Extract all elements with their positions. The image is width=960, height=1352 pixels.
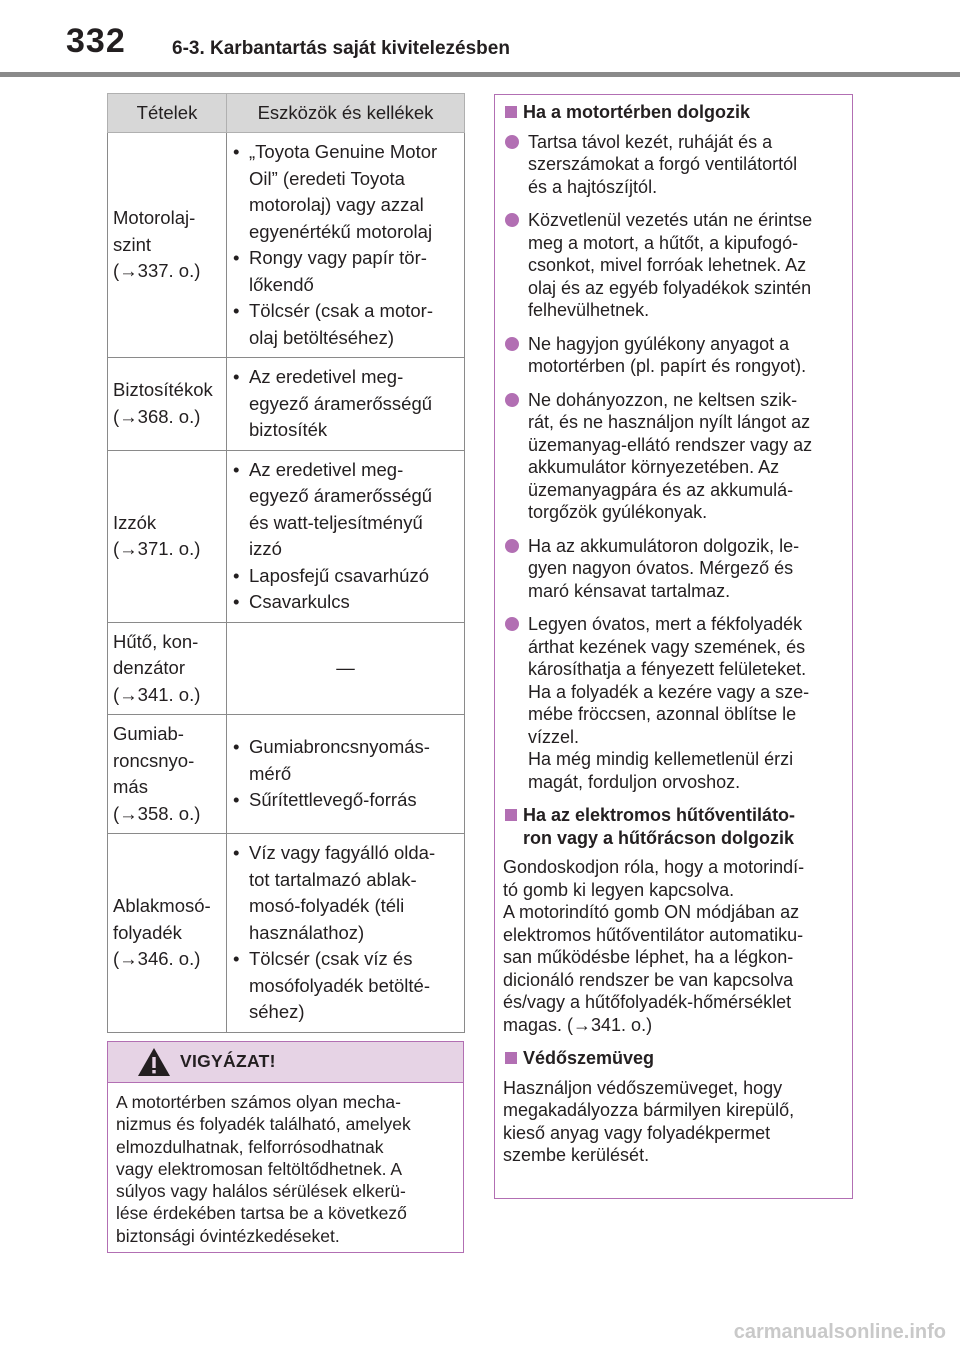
caution-box bbox=[107, 1041, 464, 1253]
item-line: (→371. o.) bbox=[113, 538, 201, 559]
tool-line: • Csavarkulcs bbox=[249, 591, 350, 612]
item-line: Motorolaj- bbox=[113, 207, 196, 229]
tool-line: használathoz) bbox=[249, 921, 365, 943]
tool-item bbox=[233, 245, 458, 298]
safety-notes-box bbox=[494, 94, 853, 1199]
bullet-line: motortérben (pl. papírt és rongyot). bbox=[528, 356, 807, 376]
table-header-row bbox=[108, 94, 465, 133]
item-cell bbox=[108, 622, 227, 715]
circle-bullet-icon bbox=[505, 337, 519, 351]
tools-list bbox=[233, 364, 458, 444]
item-line: (→341. o.) bbox=[113, 683, 201, 705]
tool-line: • Az eredetivel meg- bbox=[249, 458, 404, 480]
tool-line: • Víz vagy fagyálló olda- bbox=[249, 842, 436, 863]
item-line: Biztosítékok bbox=[113, 379, 213, 401]
item-line: (→337. o.) bbox=[113, 260, 201, 282]
bullet-line: Ha az akkumulátoron dolgozik, le- bbox=[528, 535, 800, 556]
table-row bbox=[108, 622, 465, 715]
item-line: Izzók bbox=[113, 511, 157, 533]
heading-line: Ha a motortérben dolgozik bbox=[523, 102, 751, 122]
table-row bbox=[108, 358, 465, 451]
circle-bullet-icon bbox=[505, 617, 519, 631]
tools-table bbox=[107, 93, 465, 1033]
bullet-line: szerszámokat a forgó ventilátortól bbox=[528, 154, 798, 174]
square-bullet-icon bbox=[505, 1052, 517, 1064]
section-heading bbox=[503, 1047, 844, 1070]
bullet-line: üzemanyagpára és az akkumulá- bbox=[528, 479, 794, 500]
tools-list bbox=[233, 139, 458, 351]
item-line: (→346. o.) bbox=[113, 948, 201, 969]
section-heading bbox=[503, 101, 844, 124]
item-cell bbox=[108, 358, 227, 451]
safety-bullet bbox=[503, 209, 844, 322]
circle-bullet-icon bbox=[505, 213, 519, 227]
tool-line: • Sűrítettlevegő-forrás bbox=[249, 789, 417, 811]
table-row bbox=[108, 133, 465, 358]
caution-line: elmozdulhatnak, felforrósodhatnak bbox=[116, 1136, 384, 1157]
item-line: denzátor bbox=[113, 657, 185, 678]
paragraph-line: és/vagy a hűtőfolyadék-hőmérséklet bbox=[503, 992, 792, 1012]
tool-line: és watt-teljesítményű bbox=[249, 511, 423, 533]
safety-bullet bbox=[503, 333, 844, 378]
bullet-line: károsíthatja a fényezett felületeket. bbox=[528, 659, 807, 679]
item-line: Ablakmosó- bbox=[113, 895, 211, 916]
table-row bbox=[108, 834, 465, 1033]
tools-cell bbox=[227, 133, 465, 358]
bullet-line: olaj és az egyéb folyadékok szintén bbox=[528, 277, 812, 298]
tool-line: Oil” (eredeti Toyota bbox=[249, 167, 405, 189]
tool-item bbox=[233, 946, 458, 1026]
tools-cell bbox=[227, 834, 465, 1033]
paragraph-line: Gondoskodjon róla, hogy a motorindí- bbox=[503, 857, 805, 877]
square-bullet-icon bbox=[505, 809, 517, 821]
tool-item bbox=[233, 563, 458, 590]
bullet-line: Tartsa távol kezét, ruháját és a bbox=[528, 131, 773, 152]
tool-line: egyenértékű motorolaj bbox=[249, 220, 433, 242]
item-line: Gumiab- bbox=[113, 723, 184, 744]
item-cell bbox=[108, 450, 227, 622]
item-line: Hűtő, kon- bbox=[113, 630, 199, 652]
tool-line: • Gumiabroncsnyomás- bbox=[249, 736, 430, 758]
bullet-line: csonkot, mivel forróak lehetnek. Az bbox=[528, 255, 807, 275]
paragraph-line: Használjon védőszemüveget, hogy bbox=[503, 1077, 783, 1098]
empty-dash: — bbox=[336, 657, 355, 678]
bullet-line: felhevülhetnek. bbox=[528, 300, 650, 320]
paragraph-line: elektromos hűtőventilátor automatiku- bbox=[503, 924, 804, 945]
tools-cell bbox=[227, 622, 465, 715]
item-cell bbox=[108, 133, 227, 358]
tool-item bbox=[233, 457, 458, 563]
bullet-line: Legyen óvatos, mert a fékfolyadék bbox=[528, 614, 803, 634]
tools-cell bbox=[227, 358, 465, 451]
heading-line: Ha az elektromos hűtőventiláto- bbox=[523, 805, 796, 825]
tool-line: mosó-folyadék (téli bbox=[249, 895, 405, 916]
item-line: roncsnyo- bbox=[113, 749, 195, 771]
tool-item bbox=[233, 589, 458, 616]
bullet-line: magát, forduljon orvoshoz. bbox=[528, 771, 741, 792]
tool-line: • Laposfejű csavarhúzó bbox=[249, 564, 429, 586]
item-line: (→358. o.) bbox=[113, 802, 201, 824]
tool-line: mérő bbox=[249, 762, 292, 784]
paragraph-line: kieső anyag vagy folyadékpermet bbox=[503, 1122, 771, 1143]
bullet-line: Ne hagyjon gyúlékony anyagot a bbox=[528, 333, 790, 354]
circle-bullet-icon bbox=[505, 539, 519, 553]
bullet-line: mébe fröccsen, azonnal öblítse le bbox=[528, 704, 797, 724]
safety-bullet bbox=[503, 535, 844, 603]
caution-line: lése érdekében tartsa be a következő bbox=[116, 1203, 407, 1224]
watermark: carmanualsonline.info bbox=[733, 1321, 946, 1343]
tool-item bbox=[233, 787, 458, 814]
tool-line: lőkendő bbox=[249, 273, 314, 295]
tool-line: tot tartalmazó ablak- bbox=[249, 868, 417, 890]
tool-line: • Az eredetivel meg- bbox=[249, 366, 404, 387]
item-line: folyadék bbox=[113, 921, 182, 943]
tool-line: egyező áramerősségű bbox=[249, 392, 433, 414]
bullet-line: rát, és ne használjon nyílt lángot az bbox=[528, 412, 811, 432]
paragraph-line: san működésbe léphet, ha a légkon- bbox=[503, 947, 794, 967]
section-title: 6-3. Karbantartás saját kivitelezésben bbox=[172, 38, 510, 59]
bullet-line: árthat kezének vagy szemének, és bbox=[528, 636, 806, 657]
paragraph-line: megakadályozza bármilyen kirepülő, bbox=[503, 1100, 795, 1120]
bullet-line: Ha a folyadék a kezére vagy a sze- bbox=[528, 681, 810, 702]
table-row bbox=[108, 715, 465, 834]
caution-line: súlyos vagy halálos sérülések elkerü- bbox=[116, 1181, 406, 1202]
paragraph-line: A motorindító gomb ON módjában az bbox=[503, 902, 800, 922]
circle-bullet-icon bbox=[505, 135, 519, 149]
item-cell bbox=[108, 715, 227, 834]
bullet-line: torgőzök gyúlékonyak. bbox=[528, 502, 708, 522]
tool-line: • Tölcsér (csak a motor- bbox=[249, 300, 434, 321]
tools-list bbox=[233, 840, 458, 1026]
tools-cell bbox=[227, 715, 465, 834]
section-paragraph bbox=[503, 1077, 844, 1167]
heading-line: ron vagy a hűtőrácson dolgozik bbox=[523, 827, 795, 848]
tool-line: mosófolyadék betölté- bbox=[249, 974, 430, 996]
tool-line: egyező áramerősségű bbox=[249, 485, 433, 506]
square-bullet-icon bbox=[505, 106, 517, 118]
bullet-line: és a hajtószíjtól. bbox=[528, 176, 658, 197]
column-header-tools: Eszközök és kellékek bbox=[227, 94, 465, 133]
caution-line: nizmus és folyadék található, amelyek bbox=[116, 1114, 411, 1135]
safety-bullet bbox=[503, 389, 844, 524]
caution-title: VIGYÁZAT! bbox=[180, 1051, 276, 1071]
section-paragraph bbox=[503, 856, 844, 1036]
tool-line: • „Toyota Genuine Motor bbox=[249, 141, 438, 162]
tool-line: séhez) bbox=[249, 1001, 305, 1022]
paragraph-line: magas. (→341. o.) bbox=[503, 1014, 653, 1035]
bullet-line: Közvetlenül vezetés után ne érintse bbox=[528, 210, 813, 230]
safety-bullet bbox=[503, 613, 844, 793]
paragraph-line: tó gomb ki legyen kapcsolva. bbox=[503, 879, 735, 900]
tool-item bbox=[233, 364, 458, 444]
bullet-line: akkumulátor környezetében. Az bbox=[528, 457, 780, 477]
tool-line: olaj betöltéséhez) bbox=[249, 326, 395, 348]
table-body bbox=[108, 133, 465, 1033]
tool-line: • Tölcsér (csak víz és bbox=[249, 948, 413, 969]
tool-item bbox=[233, 139, 458, 245]
tool-item bbox=[233, 840, 458, 946]
caution-header bbox=[108, 1042, 463, 1083]
bullet-line: Ne dohányozzon, ne keltsen szik- bbox=[528, 389, 798, 410]
tools-list bbox=[233, 734, 458, 814]
tool-item bbox=[233, 734, 458, 787]
caution-line: A motortérben számos olyan mecha- bbox=[116, 1092, 401, 1112]
item-line: más bbox=[113, 776, 148, 797]
item-line: szint bbox=[113, 233, 152, 255]
bullet-line: üzemanyag-ellátó rendszer vagy az bbox=[528, 434, 813, 455]
tool-line: motorolaj) vagy azzal bbox=[249, 194, 424, 215]
page-header bbox=[0, 0, 960, 80]
header-rule bbox=[0, 72, 960, 77]
item-cell bbox=[108, 834, 227, 1033]
paragraph-line: szembe kerülését. bbox=[503, 1145, 650, 1165]
page-number: 332 bbox=[66, 22, 126, 60]
section-heading bbox=[503, 804, 844, 849]
column-header-items: Tételek bbox=[108, 94, 227, 133]
tool-line: biztosíték bbox=[249, 419, 328, 440]
tool-item bbox=[233, 298, 458, 351]
paragraph-line: dicionáló rendszer be van kapcsolva bbox=[503, 969, 794, 990]
safety-bullet bbox=[503, 131, 844, 199]
circle-bullet-icon bbox=[505, 393, 519, 407]
tools-cell bbox=[227, 450, 465, 622]
bullet-line: vízzel. bbox=[528, 726, 580, 747]
warning-triangle-icon bbox=[136, 1046, 172, 1078]
heading-line: Védőszemüveg bbox=[523, 1048, 655, 1068]
tool-line: • Rongy vagy papír tör- bbox=[249, 247, 427, 268]
item-line: (→368. o.) bbox=[113, 405, 201, 427]
bullet-line: meg a motort, a hűtőt, a kipufogó- bbox=[528, 232, 799, 253]
bullet-line: gyen nagyon óvatos. Mérgező és bbox=[528, 558, 794, 578]
caution-line: biztonsági óvintézkedéseket. bbox=[116, 1225, 340, 1246]
bullet-line: maró kénsavat tartalmaz. bbox=[528, 580, 731, 601]
tools-list bbox=[233, 457, 458, 616]
tool-line: izzó bbox=[249, 538, 282, 559]
caution-text bbox=[108, 1083, 463, 1247]
bullet-line: Ha még mindig kellemetlenül érzi bbox=[528, 749, 794, 769]
caution-line: vagy elektromosan feltöltődhetnek. A bbox=[116, 1158, 403, 1179]
table-row bbox=[108, 450, 465, 622]
